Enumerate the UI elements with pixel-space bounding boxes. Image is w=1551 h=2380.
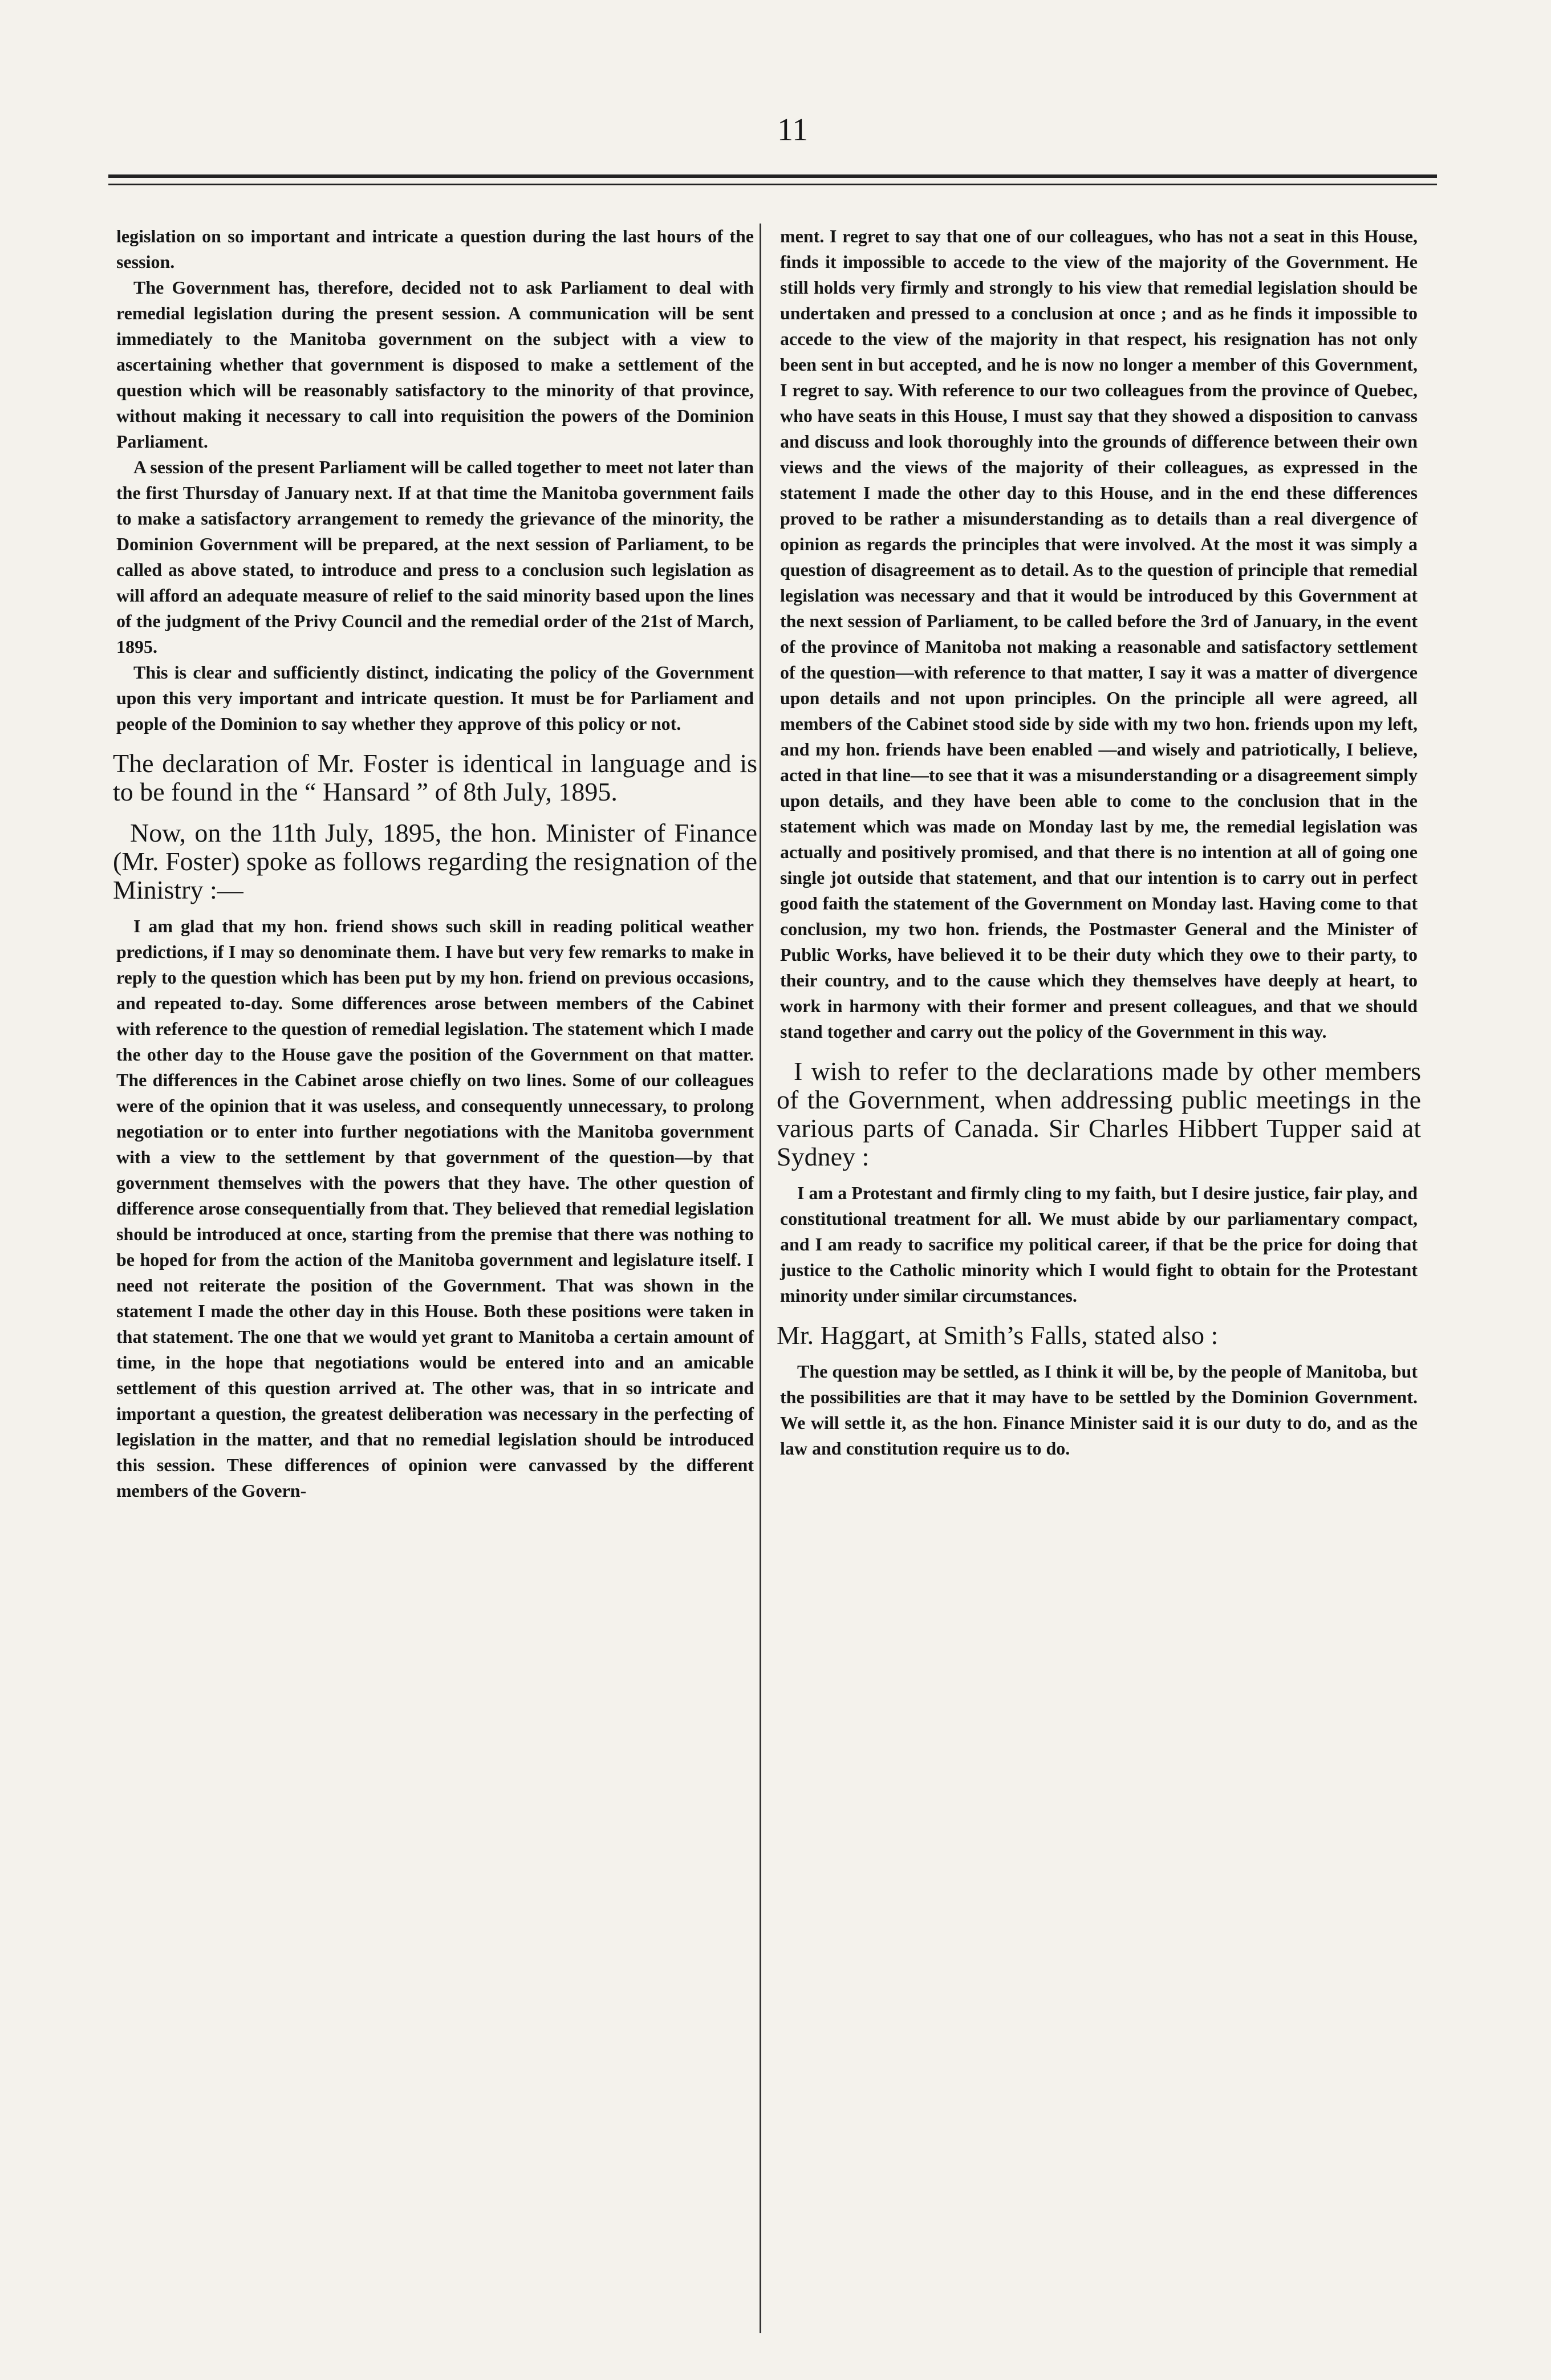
quoted-paragraph: ment. I regret to say that one of our colleagues, who has not a seat in this House, finds it impossible to accede to the view of the majority of the Government. He still holds very firmly and strongly to his view that remedial legislation should be undertaken and pressed to a conclusion at once ; and as he finds it impossible to accede to the view of the majority in that respect, his resignation has not only been sent in but accepted, and he is now no longer a member of this Government, I regret to say. With reference to our two colleagues from the province of Quebec, who have seats in this House, I must say that they showed a disposition to canvass and discuss and look thoroughly into the grounds of difference between their own views and the views of the majority of their colleagues, as expressed in the statement I made the other day to this House, and in the end these differences proved to be rather a misunderstanding as to details than a real divergence of opinion as regards the principles that were involved. At the most it was simply a question of disagreement as to detail. As to the question of principle that remedial legislation was necessary and that it would be introduced by this Government at the next session of Parliament, to be called before the 3rd of January, in the event of the province of Manitoba not making a reasonable and satisfactory settlement of the question—with reference to that matter, I say it was a matter of divergence upon details and not upon principles. On the principle all were agreed, all members of the Cabinet stood side by side with my two hon. friends upon my left, and my hon. friends have been enabled —and wisely and patriotically, I believe, acted in that line—to see that it was a misunderstanding or a disagreement simply upon details, and they have been able to come to the conclusion that in the statement which was made on Monday last by me, the remedial legislation was actually and positively promised, and that there is no intention at all of going one single jot outside that statement, and that our intention is to carry out in perfect good faith the statement of the Government on Monday last. Having come to that conclusion, my two hon. friends, the Postmaster General and the Minister of Public Works, have believed it to be their duty which they owe to their party, to their country, and to the cause which they themselves have deeply at heart, to work in harmony with their former and present colleagues, and that we should stand together and carry out the policy of the Government in this way. [780,226,1418,1042]
quoted-paragraph: The question may be settled, as I think it will be, by the people of Manitoba, but the possibilities are that it may have to be settled by the Dominion Government. We will settle it, as the hon. Finance Minister said it is our duty to do, and as the law and constitution require us to do. [780,1361,1418,1459]
section-heading: Now, on the 11th July, 1895, the hon. Minister of Finance (Mr. Foster) spoke as follows regarding the resignation of the Ministry :— [113,818,757,904]
section-heading: Mr. Haggart, at Smith’s Falls, stated also : [777,1321,1219,1350]
section-heading: The declaration of Mr. Foster is identical in language and is to be found in the “ Hansard ” of 8th July, 1895. [113,749,757,806]
quoted-paragraph: This is clear and sufficiently distinct, indicating the policy of the Government upon this very important and intricate question. It must be for Parliament and people of the Dominion to say whether they approve of this policy or not. [116,662,754,734]
quoted-paragraph: I am a Protestant and firmly cling to my faith, but I desire justice, fair play, and constitutional treatment for all. We must abide by our parliamentary compact, and I am ready to sacrifice my political career, if that be the price for doing that justice to the Catholic minority which I would fight to obtain for the Protestant minority under similar circumstances. [780,1183,1418,1306]
right-column [777,224,1421,1461]
header-rule-thick [108,174,1437,178]
quoted-paragraph: A session of the present Parliament will be called together to meet not later than the first Thursday of January next. If at that time the Manitoba government fails to make a satisfactory arrangement to remedy the grievance of the minority, the Dominion Government will be prepared, at the next session of Parliament, to be called as above stated, to introduce and press to a conclusion such legislation as will afford an adequate measure of relief to the said minority based upon the lines of the judgment of the Privy Council and the remedial order of the 21st of March, 1895. [116,457,754,657]
left-column [113,224,757,1504]
page-number: 11 [777,112,808,148]
header-rule-thin [108,184,1437,185]
quoted-paragraph: The Government has, therefore, decided not to ask Parliament to deal with remedial legislation during the present session. A communication will be sent immediately to the Manitoba government on the subject with a view to ascertaining whether that government is disposed to make a settlement of the question which will be reasonably satisfactory to the minority of that province, without making it necessary to call into requisition the powers of the Dominion Parliament. [116,277,754,452]
quoted-paragraph: legislation on so important and intricate a question during the last hours of the session. [116,226,754,272]
quoted-paragraph: I am glad that my hon. friend shows such skill in reading political weather predictions, if I may so denominate them. I have but very few remarks to make in reply to the question which has been put by my hon. friend on previous occasions, and repeated to-day. Some differences arose between members of the Cabinet with reference to the question of remedial legislation. The statement which I made the other day to the House gave the position of the Government on that matter. The differences in the Cabinet arose chiefly on two lines. Some of our colleagues were of the opinion that it was useless, and consequently unnecessary, to prolong negotiation or to enter into further negotiations with the Manitoba government with a view to the settlement by that government of the question—by that government themselves with the powers that they have. The other question of difference arose consequentially from that. They believed that remedial legislation should be introduced at once, starting from the premise that there was nothing to be hoped for from the action of the Manitoba government and legislature itself. I need not reiterate the position of the Government. That was shown in the statement I made the other day in this House. Both these positions were taken in that statement. The one that we would yet grant to Manitoba a certain amount of time, in the hope that negotiations would be entered into and an amicable settlement of this question arrived at. The other was, that in so intricate and important a question, the greatest deliberation was necessary in the perfecting of legislation in the matter, and that no remedial legislation should be introduced this session. These differences of opinion were canvassed by the different members of the Govern- [116,916,754,1501]
section-heading: I wish to refer to the declarations made by other members of the Government, when addressing public meetings in the various parts of Canada. Sir Charles Hibbert Tupper said at Sydney : [777,1057,1421,1171]
column-divider [760,224,761,2333]
